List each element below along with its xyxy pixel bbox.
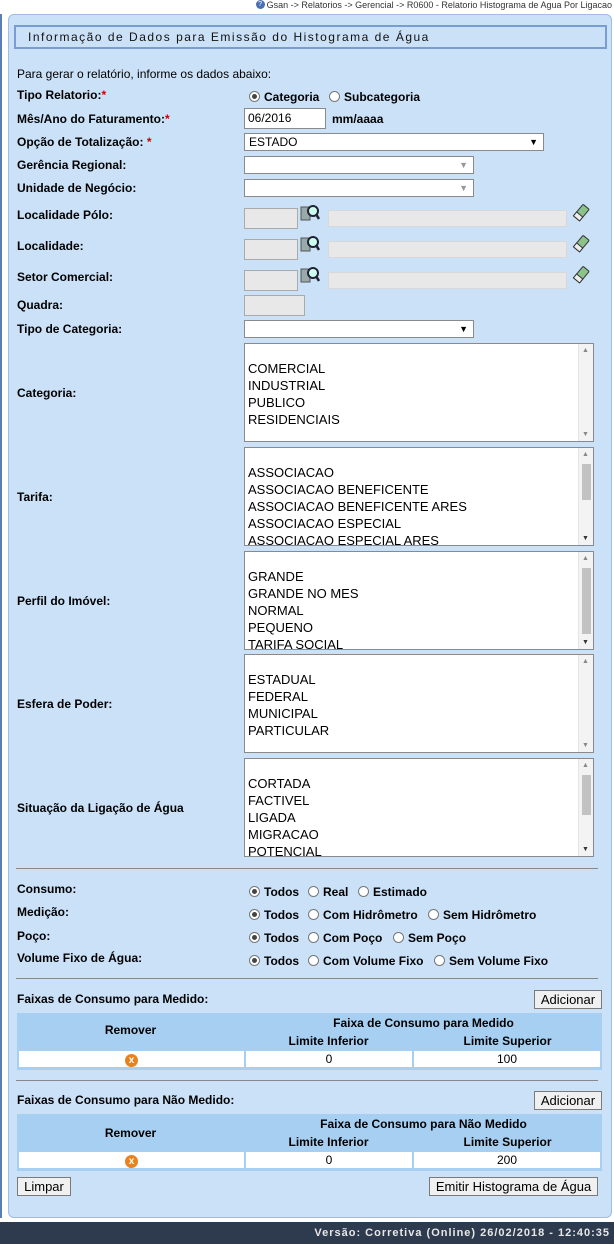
situacao-ligacao-list[interactable] [244, 758, 594, 857]
scrollbar[interactable]: ▲ ▼ [578, 344, 593, 441]
tarifa-list[interactable] [244, 447, 594, 546]
left-bar [0, 14, 2, 1218]
setor-comercial-code-input[interactable] [244, 270, 298, 291]
tarifa-label: Tarifa: [17, 490, 53, 504]
breadcrumb [0, 0, 614, 11]
divider [16, 868, 598, 869]
col-limite-inferior: Limite Inferior [288, 1034, 369, 1048]
tipo-categoria-label: Tipo de Categoria: [17, 322, 123, 336]
situacao-ligacao-label: Situação da Ligação de Água [17, 801, 184, 815]
list-item[interactable]: ASSOCIACAO ESPECIAL [248, 516, 402, 531]
radio-poco-com-poco[interactable]: Com Poço [308, 931, 382, 945]
limite-superior-cell: 200 [414, 1152, 600, 1168]
search-icon[interactable] [300, 234, 320, 254]
unidade-negocio-select[interactable] [244, 179, 474, 197]
col-group: Faixa de Consumo para Medido [333, 1016, 514, 1030]
list-item[interactable]: CORTADA [248, 776, 311, 791]
localidade-label: Localidade: [17, 239, 84, 253]
radio-volume-todos[interactable]: Todos [249, 954, 299, 968]
scrollbar[interactable]: ▲ ▼ [578, 759, 593, 856]
list-item[interactable]: MUNICIPAL [248, 706, 318, 721]
faixas-medido-label: Faixas de Consumo para Medido: [17, 992, 209, 1006]
add-faixa-medido-button[interactable]: Adicionar [534, 990, 602, 1009]
quadra-label: Quadra: [17, 298, 64, 312]
list-item[interactable]: GRANDE [248, 569, 304, 584]
list-item[interactable]: INDUSTRIAL [248, 378, 326, 393]
quadra-input[interactable] [244, 295, 305, 316]
list-item[interactable]: POTENCIAL [248, 844, 322, 857]
gerencia-regional-select[interactable] [244, 156, 474, 174]
remove-icon[interactable]: x [125, 1155, 138, 1168]
perfil-imovel-label: Perfil do Imóvel: [17, 594, 111, 608]
list-item[interactable]: PARTICULAR [248, 723, 330, 738]
breadcrumb-text: Gsan -> Relatorios -> Gerencial -> R0600 - Relatorio Histograma de Agua Por Ligacao [266, 0, 612, 10]
scrollbar[interactable]: ▲ ▼ [578, 448, 593, 545]
volume-fixo-label: Volume Fixo de Água: [17, 951, 143, 965]
col-group: Faixa de Consumo para Não Medido [320, 1117, 527, 1131]
scrollbar[interactable]: ▲ ▼ [578, 552, 593, 649]
col-remover: Remover [104, 1126, 157, 1140]
list-item[interactable]: NORMAL [248, 603, 304, 618]
col-remover: Remover [104, 1023, 157, 1037]
dropdown-arrow-icon: ▼ [529, 137, 538, 147]
localidade-desc [328, 241, 567, 258]
mes-ano-input[interactable]: 06/2016 [244, 108, 326, 129]
table-row-remove-cell [19, 1051, 244, 1067]
list-item[interactable]: TARIFA SOCIAL [248, 637, 344, 650]
mes-ano-hint: mm/aaaa [332, 112, 384, 126]
radio-consumo-real[interactable]: Real [308, 885, 348, 899]
add-faixa-nao-medido-button[interactable]: Adicionar [534, 1091, 602, 1110]
list-item[interactable]: COMERCIAL [248, 361, 326, 376]
opcao-totalizacao-select[interactable]: ESTADO ▼ [244, 133, 544, 151]
radio-consumo-estimado[interactable]: Estimado [358, 885, 427, 899]
limite-inferior-cell: 0 [246, 1051, 412, 1067]
list-item[interactable]: PEQUENO [248, 620, 314, 635]
radio-consumo-todos[interactable]: Todos [249, 885, 299, 899]
unidade-negocio-label: Unidade de Negócio: [17, 181, 137, 195]
limite-superior-cell: 100 [414, 1051, 600, 1067]
list-item[interactable]: ESTADUAL [248, 672, 316, 687]
list-item[interactable]: LIGADA [248, 810, 296, 825]
radio-categoria[interactable]: Categoria [249, 90, 319, 104]
dropdown-arrow-icon: ▼ [459, 183, 468, 193]
localidade-polo-code-input[interactable] [244, 208, 298, 229]
eraser-icon[interactable] [572, 266, 590, 284]
intro-text: Para gerar o relatório, informe os dados abaixo: [17, 67, 272, 81]
list-item[interactable]: FACTIVEL [248, 793, 310, 808]
list-item[interactable]: PUBLICO [248, 395, 306, 410]
tipo-relatorio-label: Tipo Relatorio:* [17, 88, 107, 102]
col-limite-inferior: Limite Inferior [288, 1135, 369, 1149]
localidade-code-input[interactable] [244, 239, 298, 260]
search-icon[interactable] [300, 265, 320, 285]
opcao-totalizacao-label: Opção de Totalização: * [17, 135, 152, 149]
gerencia-regional-label: Gerência Regional: [17, 158, 127, 172]
radio-poco-todos[interactable]: Todos [249, 931, 299, 945]
col-limite-superior: Limite Superior [463, 1034, 552, 1048]
localidade-polo-label: Localidade Pólo: [17, 208, 114, 222]
limpar-button[interactable]: Limpar [17, 1177, 71, 1196]
radio-medicao-sem-hidrometro[interactable]: Sem Hidrômetro [428, 908, 536, 922]
esfera-poder-list[interactable] [244, 654, 594, 753]
eraser-icon[interactable] [572, 235, 590, 253]
dropdown-arrow-icon: ▼ [459, 160, 468, 170]
limite-inferior-cell: 0 [246, 1152, 412, 1168]
poco-label: Poço: [17, 929, 51, 943]
perfil-imovel-list[interactable] [244, 551, 594, 650]
radio-subcategoria[interactable]: Subcategoria [329, 90, 420, 104]
categoria-list[interactable] [244, 343, 594, 442]
list-item[interactable]: ASSOCIACAO ESPECIAL ARES [248, 533, 439, 546]
list-item[interactable]: FEDERAL [248, 689, 308, 704]
radio-volume-com-volume-fixo[interactable]: Com Volume Fixo [308, 954, 423, 968]
setor-comercial-label: Setor Comercial: [17, 270, 114, 284]
col-limite-superior: Limite Superior [463, 1135, 552, 1149]
search-icon[interactable] [300, 203, 320, 223]
categoria-label: Categoria: [17, 386, 77, 400]
radio-medicao-com-hidrometro[interactable]: Com Hidrômetro [308, 908, 418, 922]
form-title: Informação de Dados para Emissão do Histograma de Água [14, 25, 607, 49]
list-item[interactable]: MIGRACAO [248, 827, 319, 842]
table-row-remove-cell [19, 1152, 244, 1168]
setor-comercial-desc [328, 272, 567, 289]
list-item[interactable]: ASSOCIACAO [248, 465, 334, 480]
faixas-medido-table [17, 1013, 602, 1070]
divider [16, 978, 598, 979]
version-footer: Versão: Corretiva (Online) 26/02/2018 - 12:40:35 [0, 1222, 614, 1244]
mes-ano-label: Mês/Ano do Faturamento:* [17, 112, 170, 126]
eraser-icon[interactable] [572, 204, 590, 222]
dropdown-arrow-icon: ▼ [459, 324, 468, 334]
radio-medicao-todos[interactable]: Todos [249, 908, 299, 922]
list-item[interactable]: ASSOCIACAO BENEFICENTE ARES [248, 499, 467, 514]
help-icon[interactable]: ? [256, 0, 265, 9]
consumo-label: Consumo: [17, 882, 77, 896]
list-item[interactable]: RESIDENCIAIS [248, 412, 340, 427]
remove-icon[interactable]: x [125, 1054, 138, 1067]
radio-volume-sem-volume-fixo[interactable]: Sem Volume Fixo [434, 954, 548, 968]
list-item[interactable]: ASSOCIACAO BENEFICENTE [248, 482, 429, 497]
radio-poco-sem-poco[interactable]: Sem Poço [393, 931, 466, 945]
faixas-nao-medido-table [17, 1114, 602, 1171]
list-item[interactable]: GRANDE NO MES [248, 586, 359, 601]
divider [16, 1080, 598, 1081]
scrollbar[interactable]: ▲ ▼ [578, 655, 593, 752]
faixas-nao-medido-label: Faixas de Consumo para Não Medido: [17, 1093, 235, 1107]
emitir-histograma-button[interactable]: Emitir Histograma de Água [429, 1177, 598, 1196]
localidade-polo-desc [328, 210, 567, 227]
medicao-label: Medição: [17, 905, 70, 919]
esfera-poder-label: Esfera de Poder: [17, 697, 113, 711]
tipo-categoria-select[interactable] [244, 320, 474, 338]
